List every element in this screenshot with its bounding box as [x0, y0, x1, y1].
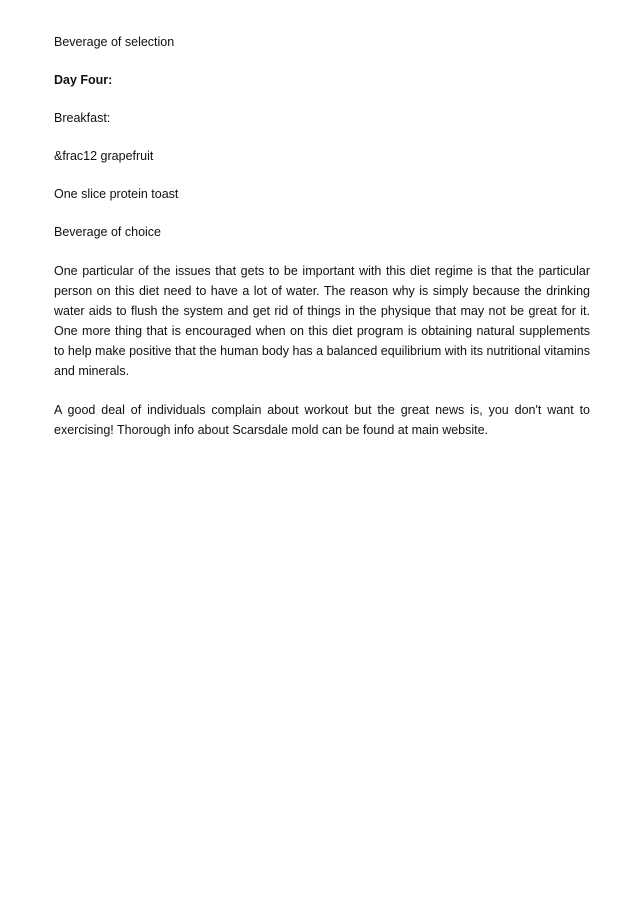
meal-label: Breakfast:	[54, 111, 111, 125]
document-page	[54, 33, 590, 459]
body-paragraph: A good deal of individuals complain about workout but the great news is, you don't want to exercising! Thorough info about Scarsdale mold can be found at main website.	[54, 403, 590, 437]
text-line: Beverage of selection	[54, 35, 175, 49]
body-paragraph: One particular of the issues that gets to be important with this diet regime is that the particular person on this diet need to have a lot of water. The reason why is simply because the drinking water aids to flush the system and get rid of things in the physique that may not be great for it. One more thing that is encouraged when on this diet program is obtaining natural supplements to help make positive that the human body has a balanced equilibrium with its nutritional vitamins and minerals.	[54, 264, 590, 378]
menu-item: Beverage of choice	[54, 225, 162, 239]
menu-item: &frac12 grapefruit	[54, 149, 154, 163]
section-heading: Day Four:	[54, 73, 113, 87]
menu-item: One slice protein toast	[54, 187, 179, 201]
